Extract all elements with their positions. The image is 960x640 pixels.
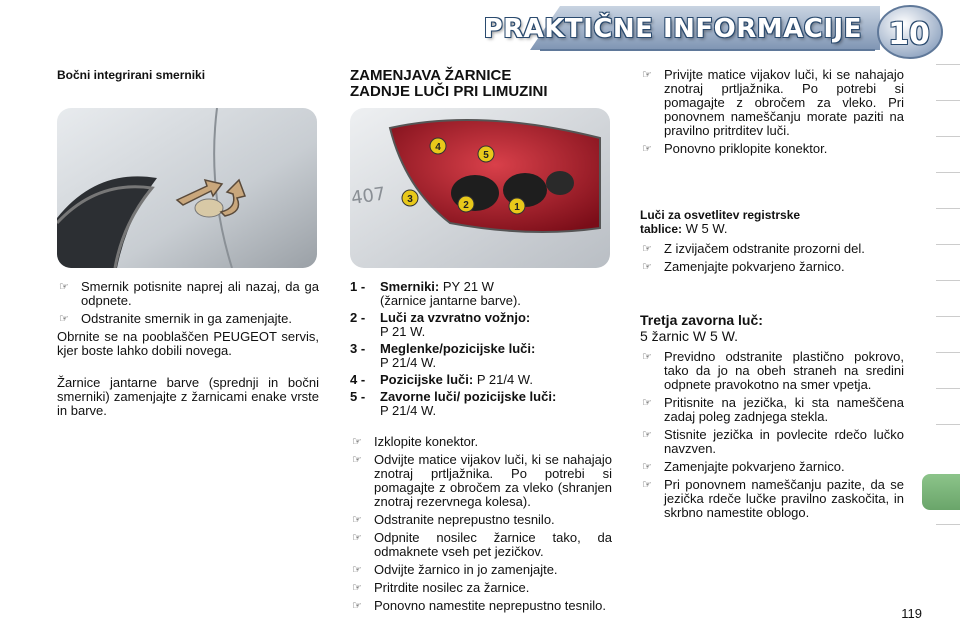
list-item: ☞ Odpnite nosilec žarnice tako, da odmaknete vseh pet jezičkov.	[352, 530, 612, 559]
third-brake-light-subtitle: 5 žarnic W 5 W.	[640, 328, 739, 344]
svg-text:407: 407	[350, 183, 387, 210]
pointing-hand-icon: ☞	[352, 600, 362, 612]
list-item: ☞ Odvijte žarnico in jo zamenjajte.	[352, 562, 558, 577]
plate-lights-heading: Luči za osvetlitev registrske tablice: W 5 W.	[640, 208, 801, 236]
column-side-indicators	[57, 68, 319, 430]
dealer-note: Obrnite se na pooblaščen PEUGEOT servis, kjer boste lahko dobili novega.	[57, 329, 319, 358]
list-item: ☞ Pritisnite na jezička, ki sta nameščena zadaj poleg zadnjega stekla.	[642, 395, 904, 424]
side-indicator-photo	[57, 108, 317, 268]
chapter-tab[interactable]	[936, 136, 960, 169]
chapter-tab[interactable]	[936, 316, 960, 349]
svg-text:1: 1	[514, 202, 520, 213]
list-item: ☞ Pritrdite nosilec za žarnice.	[352, 580, 530, 595]
chapter-tab[interactable]	[936, 280, 960, 313]
svg-text:3: 3	[407, 194, 413, 205]
pointing-hand-icon: ☞	[59, 313, 69, 325]
chapter-tab[interactable]	[936, 172, 960, 205]
svg-text:2: 2	[463, 200, 469, 211]
chapter-tab[interactable]	[936, 100, 960, 133]
pointing-hand-icon: ☞	[642, 397, 652, 409]
pointing-hand-icon: ☞	[642, 461, 652, 473]
third-brake-light-title: Tretja zavorna luč:	[640, 312, 763, 328]
pointing-hand-icon: ☞	[352, 454, 362, 466]
list-item: ☞ Z izvijačem odstranite prozorni del.	[642, 241, 865, 256]
svg-text:5: 5	[483, 150, 489, 161]
spec-row: 2 - Luči za vzvratno vožnjo: P 21 W.	[350, 310, 531, 339]
list-item: ☞ Ponovno namestite neprepustno tesnilo.	[352, 598, 606, 613]
list-item: ☞ Ponovno priklopite konektor.	[642, 141, 828, 156]
chapter-tab[interactable]	[936, 244, 960, 277]
chapter-tab[interactable]	[936, 524, 960, 557]
list-item: ☞ Odstranite smernik in ga zamenjajte.	[59, 311, 292, 326]
list-item: ☞ Privijte matice vijakov luči, ki se nahajajo znotraj prtljažnika. Po potrebi si pomagajte z obročem za vleko. Pri ponovnem nameščanju morate paziti na pravilno pritrditev luči.	[642, 67, 904, 138]
pointing-hand-icon: ☞	[642, 479, 652, 491]
list-item: ☞ Pri ponovnem nameščanju pazite, da se jezička rdeče lučke pravilno zaskočita, in skrbno namestite oblogo.	[642, 477, 904, 520]
list-item: ☞ Smernik potisnite naprej ali nazaj, da ga odpnete.	[59, 279, 319, 308]
pointing-hand-icon: ☞	[642, 261, 652, 273]
pointing-hand-icon: ☞	[352, 436, 362, 448]
chapter-tab[interactable]	[936, 388, 960, 421]
chapter-tab-active[interactable]	[922, 474, 960, 510]
chapter-tab[interactable]	[936, 352, 960, 385]
spec-row: 4 - Pozicijske luči: P 21/4 W.	[350, 372, 533, 387]
chapter-tab[interactable]	[936, 208, 960, 241]
chapter-tab[interactable]	[936, 64, 960, 97]
list-item: ☞ Zamenjajte pokvarjeno žarnico.	[642, 459, 845, 474]
pointing-hand-icon: ☞	[642, 429, 652, 441]
page-header-title: PRAKTIČNE INFORMACIJE	[483, 14, 862, 44]
chapter-number-badge: 10	[888, 16, 930, 52]
pointing-hand-icon: ☞	[352, 564, 362, 576]
pointing-hand-icon: ☞	[352, 514, 362, 526]
bulb-spec-list	[350, 280, 612, 418]
spec-row: 5 - Zavorne luči/ pozicijske luči: P 21/4 W.	[350, 389, 557, 418]
list-item: ☞ Izklopite konektor.	[352, 434, 479, 449]
pointing-hand-icon: ☞	[59, 281, 69, 293]
side-indicators-heading: Bočni integrirani smerniki	[57, 68, 206, 82]
chapter-tabs	[926, 64, 960, 574]
column-plate-and-third-brake	[640, 68, 904, 524]
list-item: ☞ Odstranite neprepustno tesnilo.	[352, 512, 555, 527]
amber-bulb-note: Žarnice jantarne barve (sprednji in bočni smerniki) zamenjajte z žarnicami enake vrste in barve.	[57, 375, 319, 418]
spec-row: 3 - Meglenke/pozicijske luči: P 21/4 W.	[350, 341, 536, 370]
column-rear-lights	[350, 68, 612, 617]
list-item: ☞ Previdno odstranite plastično pokrovo, tako da jo na obeh straneh na sredini odpnete pravokotno na smer vpetja.	[642, 349, 904, 392]
list-item: ☞ Stisnite jezička in povlecite rdečo lučko navzven.	[642, 427, 904, 456]
svg-text:4: 4	[435, 142, 441, 153]
pointing-hand-icon: ☞	[642, 351, 652, 363]
pointing-hand-icon: ☞	[642, 69, 652, 81]
rear-lights-title: ZAMENJAVA ŽARNICE	[350, 67, 512, 84]
rear-lights-title-line2: ZADNJE LUČI PRI LIMUZINI	[350, 83, 548, 100]
pointing-hand-icon: ☞	[642, 143, 652, 155]
pointing-hand-icon: ☞	[352, 532, 362, 544]
list-item: ☞ Zamenjajte pokvarjeno žarnico.	[642, 259, 845, 274]
page-number: 119	[901, 606, 922, 621]
spec-row: 1 - Smerniki: PY 21 W (žarnice jantarne barve).	[350, 279, 521, 308]
list-item: ☞ Odvijte matice vijakov luči, ki se nahajajo znotraj prtljažnika. Po potrebi si pomagajte z obročem za vleko (shranjen znotraj rezervnega kolesa).	[352, 452, 612, 509]
pointing-hand-icon: ☞	[352, 582, 362, 594]
pointing-hand-icon: ☞	[642, 243, 652, 255]
chapter-tab[interactable]	[936, 424, 960, 457]
rear-light-photo	[350, 108, 610, 268]
